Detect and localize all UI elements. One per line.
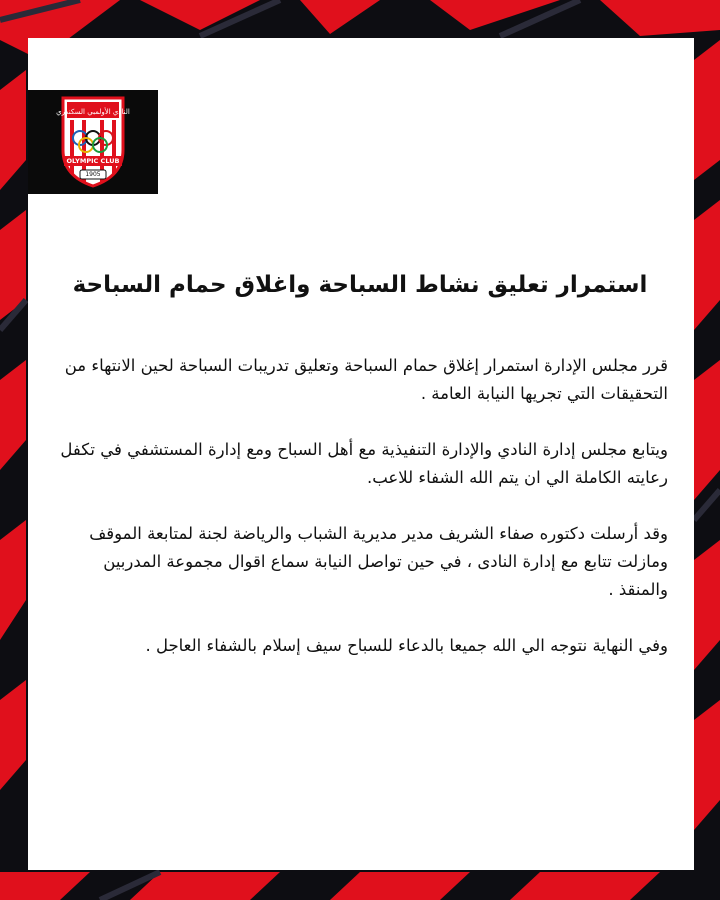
- statement-paragraph: وقد أرسلت دكتوره صفاء الشريف مدير مديرية الشباب والرياضة لجنة لمتابعة الموقف ومازلت تتابع مع إدارة النادى ، في حين تواصل النيابة سماع اقوال مجموعة المدربين والمنقذ .: [89, 524, 668, 599]
- statement-paragraph: وفي النهاية نتوجه الي الله جميعا بالدعاء للسباح سيف إسلام بالشفاء العاجل .: [145, 636, 668, 655]
- statement-body: [52, 352, 668, 688]
- logo-club-name: OLYMPIC CLUB: [66, 157, 120, 165]
- statement-paragraph: قرر مجلس الإدارة استمرار إغلاق حمام السباحة وتعليق تدريبات السباحة لحين الانتهاء من التحقيقات التي تجريها النيابة العامة .: [64, 356, 668, 403]
- club-logo: [28, 90, 158, 194]
- logo-year: 1905: [85, 171, 101, 178]
- statement-paragraph: ويتابع مجلس إدارة النادي والإدارة التنفيذية مع أهل السباح ومع إدارة المستشفي في تكفل رعايته الكاملة الي ان يتم الله الشفاء للاعب.: [60, 440, 668, 487]
- logo-arabic-name: النادي الأولمبي السكندري: [56, 108, 130, 116]
- logo-text-layer: [28, 90, 158, 194]
- statement-title: استمرار تعليق نشاط السباحة واغلاق حمام السباحة: [72, 272, 648, 298]
